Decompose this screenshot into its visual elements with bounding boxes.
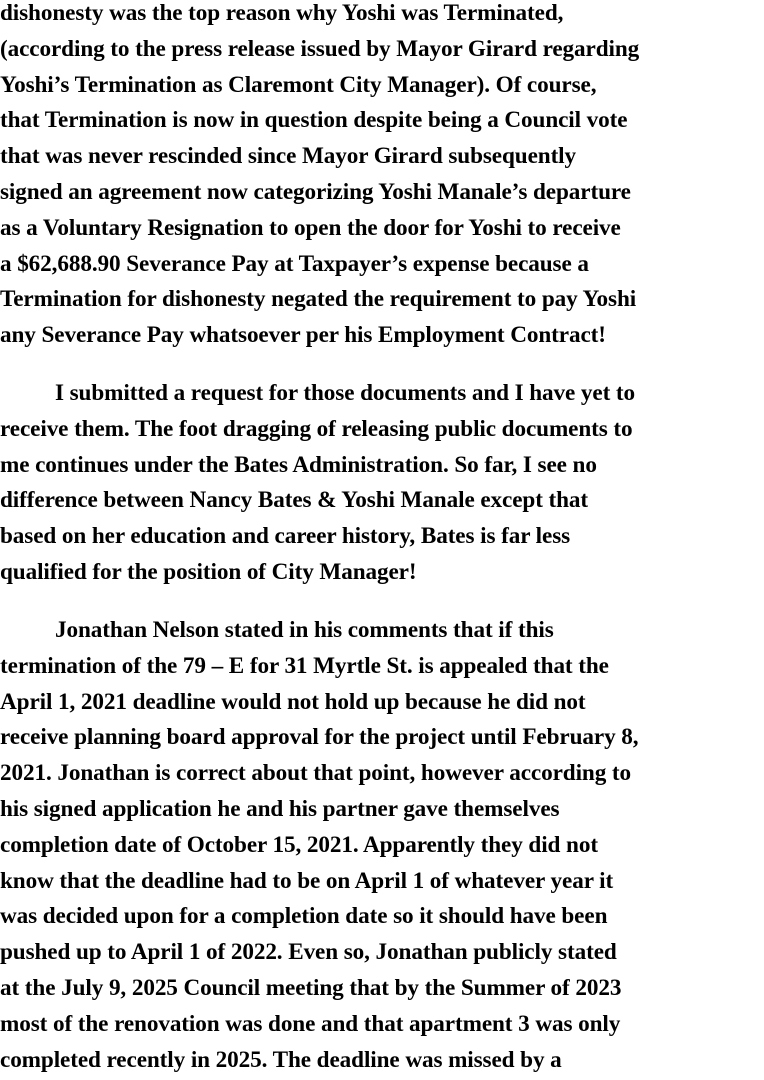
paragraph-document-request bbox=[0, 376, 764, 591]
text-line: difference between Nancy Bates & Yoshi Manale except that bbox=[0, 487, 589, 514]
text-line: based on her education and career history, Bates is far less bbox=[0, 523, 571, 550]
text-line: completion date of October 15, 2021. Apparently they did not bbox=[0, 831, 598, 858]
text-line: termination of the 79 – E for 31 Myrtle St. is appealed that the bbox=[0, 652, 609, 679]
text-line: that Termination is now in question despite being a Council vote bbox=[0, 107, 628, 134]
text-line: most of the renovation was done and that apartment 3 was only bbox=[0, 1010, 621, 1037]
text-line: Termination for dishonesty negated the requirement to pay Yoshi bbox=[0, 286, 637, 313]
text-line: was decided upon for a completion date so it should have been bbox=[0, 903, 608, 930]
text-line: know that the deadline had to be on April 1 of whatever year it bbox=[0, 867, 614, 894]
text-line: his signed application he and his partner gave themselves bbox=[0, 795, 560, 822]
text-line: that was never rescinded since Mayor Girard subsequently bbox=[0, 143, 577, 170]
paragraph-termination-dishonesty bbox=[0, 0, 764, 354]
text-line: as a Voluntary Resignation to open the door for Yoshi to receive bbox=[0, 214, 621, 241]
text-line: dishonesty was the top reason why Yoshi was Terminated, bbox=[0, 0, 564, 26]
text-line: a $62,688.90 Severance Pay at Taxpayer’s expense because a bbox=[0, 250, 589, 277]
text-line: receive planning board approval for the project until February 8, bbox=[0, 724, 639, 751]
text-line: qualified for the position of City Manager! bbox=[0, 558, 417, 585]
text-line: (according to the press release issued by Mayor Girard regarding bbox=[0, 35, 640, 62]
text-line: April 1, 2021 deadline would not hold up because he did not bbox=[0, 688, 586, 715]
text-line: at the July 9, 2025 Council meeting that by the Summer of 2023 bbox=[0, 974, 622, 1001]
text-line: Yoshi’s Termination as Claremont City Manager). Of course, bbox=[0, 71, 597, 98]
text-line: completed recently in 2025. The deadline was missed by a bbox=[0, 1046, 562, 1073]
text-line: receive them. The foot dragging of releasing public documents to bbox=[0, 415, 633, 442]
text-line: I submitted a request for those documents and I have yet to bbox=[55, 380, 636, 406]
text-line: pushed up to April 1 of 2022. Even so, Jonathan publicly stated bbox=[0, 939, 617, 966]
text-line: 2021. Jonathan is correct about that point, however according to bbox=[0, 760, 632, 787]
paragraph-jonathan-nelson bbox=[0, 613, 764, 1078]
text-line: me continues under the Bates Administration. So far, I see no bbox=[0, 451, 597, 478]
text-line: any Severance Pay whatsoever per his Employment Contract! bbox=[0, 322, 606, 349]
text-line: signed an agreement now categorizing Yoshi Manale’s departure bbox=[0, 178, 631, 205]
text-line: Jonathan Nelson stated in his comments that if this bbox=[55, 617, 554, 643]
